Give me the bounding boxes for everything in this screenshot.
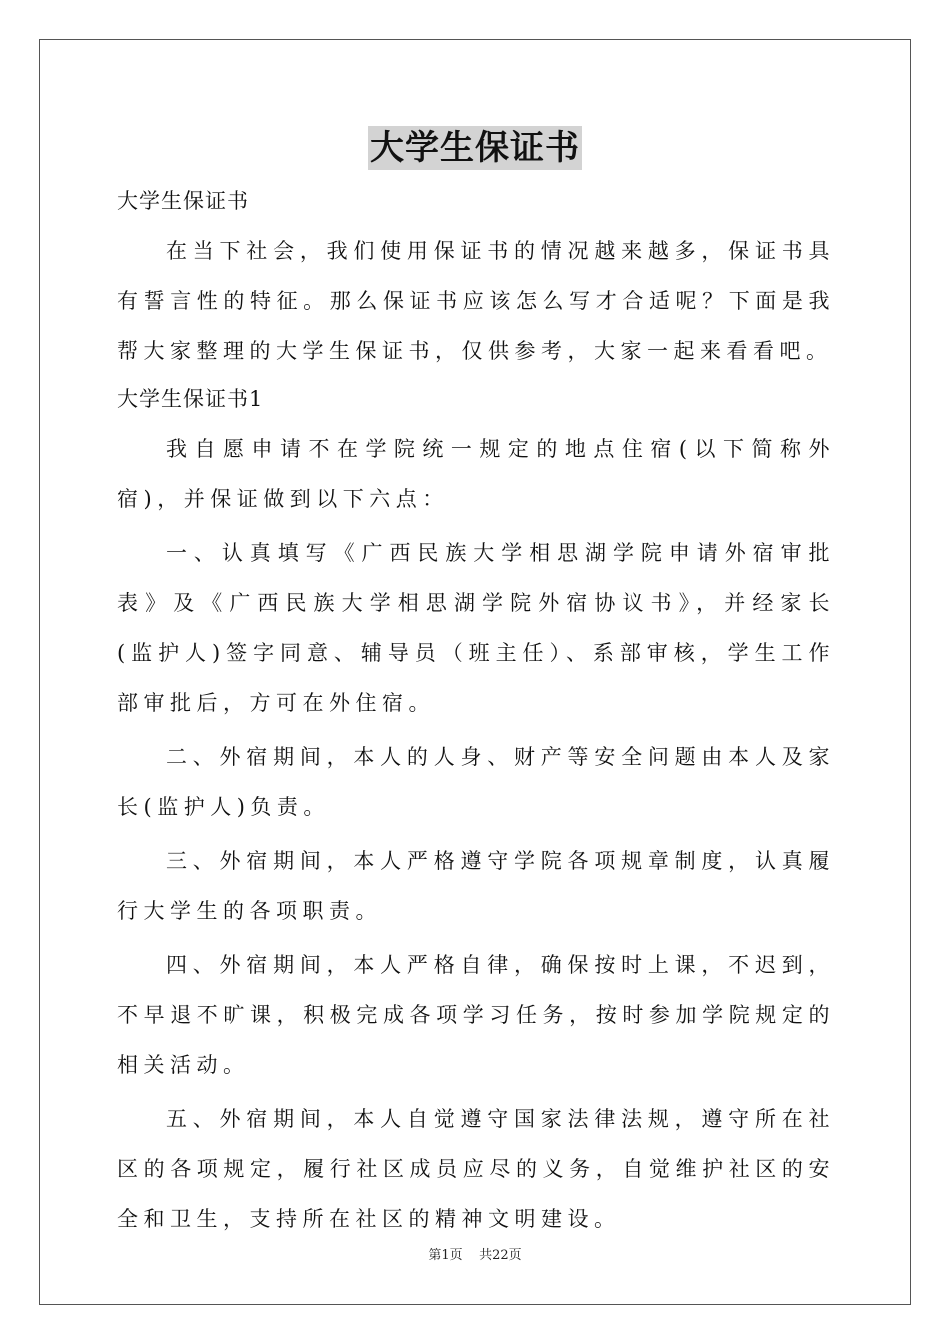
paragraph-4: 三、外宿期间，本人严格遵守学院各项规章制度，认真履行大学生的各项职责。 (117, 849, 835, 923)
page-total: 共22页 (479, 1248, 522, 1263)
page-number: 第1页 (428, 1248, 463, 1263)
page-footer (0, 1246, 950, 1266)
document-body (117, 178, 835, 1244)
document-title: 大学生保证书 (370, 128, 580, 168)
paragraph-3: 二、外宿期间，本人的人身、财产等安全问题由本人及家长(监护人)负责。 (117, 745, 835, 819)
paragraph-1: 我自愿申请不在学院统一规定的地点住宿(以下简称外宿)，并保证做到以下六点： (117, 437, 835, 511)
title-container (0, 126, 950, 170)
paragraph-6: 五、外宿期间，本人自觉遵守国家法律法规，遵守所在社区的各项规定，履行社区成员应尽的义务，自觉维护社区的安全和卫生，支持所在社区的精神文明建设。 (117, 1107, 835, 1231)
paragraph-2: 一、认真填写《广西民族大学相思湖学院申请外宿审批表》及《广西民族大学相思湖学院外宿协议书》，并经家长(监护人)签字同意、辅导员（班主任）、系部审核，学生工作部审批后，方可在外住宿。 (117, 541, 835, 715)
subtitle: 大学生保证书 (117, 189, 249, 213)
section-heading: 大学生保证书1 (117, 387, 264, 411)
paragraph-5: 四、外宿期间，本人严格自律，确保按时上课，不迟到，不早退不旷课，积极完成各项学习任务，按时参加学院规定的相关活动。 (117, 953, 835, 1077)
intro-paragraph: 在当下社会，我们使用保证书的情况越来越多，保证书具有誓言性的特征。那么保证书应该怎么写才合适呢？下面是我帮大家整理的大学生保证书，仅供参考，大家一起来看看吧。 (117, 239, 835, 363)
